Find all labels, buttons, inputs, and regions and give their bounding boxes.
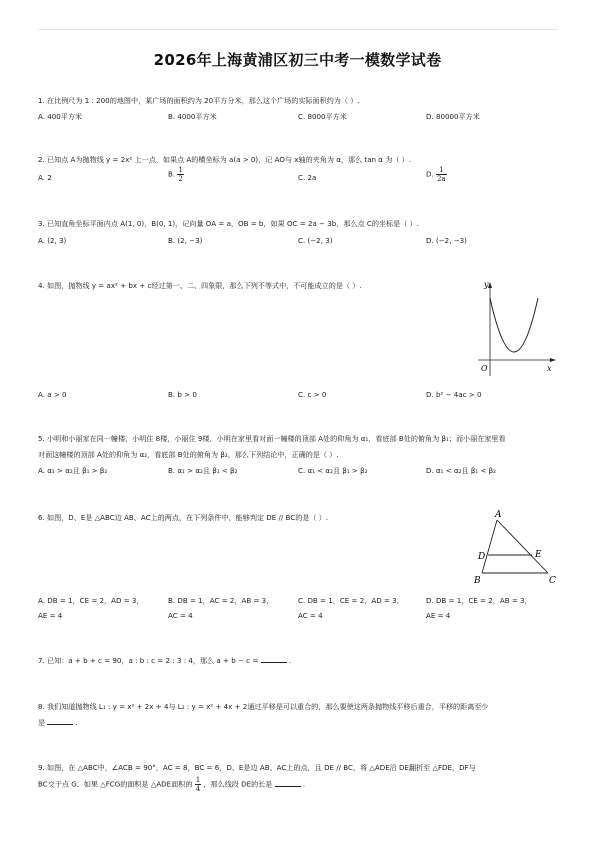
q6-label-b: B — [474, 576, 481, 586]
q1-option-a[interactable]: A. 400平方米 — [38, 112, 83, 121]
question-9-stem-line1: 9. 如图，在 △ABC中，∠ACB = 90°，AC = 8，BC = 6，D、E是边 AB、AC上的点，且 DE // BC，将 △ADE沿 DE翻折至 △FDE，DF与 — [38, 763, 476, 772]
q1-option-d[interactable]: D. 80000平方米 — [426, 112, 480, 121]
q6-side-ac — [497, 520, 548, 573]
q8-answer-blank[interactable] — [47, 717, 73, 725]
q4-y-label: y — [484, 280, 489, 289]
q9-answer-blank[interactable] — [275, 779, 301, 787]
question-8-stem-line1: 8. 我们知道抛物线 L₁ : y = x² + 2x + 4与 L₂ : y = x² + 4x + 2通过平移是可以重合的，那么要使这两条抛物线平移后重合，平移的距离至少 — [38, 702, 489, 711]
q6-label-e: E — [535, 550, 542, 560]
question-7-tail: . — [288, 656, 292, 665]
question-9-line2 — [38, 776, 305, 793]
q6-side-ab — [482, 520, 497, 573]
q7-answer-blank[interactable] — [261, 655, 287, 663]
q4-option-d[interactable]: D. b² − 4ac > 0 — [426, 390, 482, 399]
q4-origin-label: O — [481, 364, 488, 373]
question-4-stem: 4. 如图，抛物线 y = ax² + bx + c经过第一、二、四象限，那么下列不等式中，不可能成立的是（ ）. — [38, 281, 362, 290]
q2-option-c[interactable]: C. 2a — [298, 173, 317, 182]
question-2-stem: 2. 已知点 A为抛物线 y = 2x² 上一点，如果点 A的横坐标为 a(a > 0)，记 AO与 x轴的夹角为 α，那么 tan α 为（ ）. — [38, 155, 412, 164]
q6-option-c[interactable]: C. DB = 1，CE = 2，AD = 3，AC = 4 — [298, 596, 404, 620]
q4-y-arrow — [488, 282, 492, 288]
q4-x-label: x — [547, 364, 552, 373]
q5-option-a[interactable]: A. α₁ > α₂且 β₁ > β₂ — [38, 466, 108, 475]
question-8-tail: . — [75, 718, 78, 727]
question-9-stem-line2-pre: BC交于点 G．如果 △FCG的面积是 △ADE面积的 — [38, 779, 193, 789]
question-7-stem: 7. 已知：a + b + c = 90，a : b : c = 2 : 3 : 4，那么 a + b − c = — [38, 656, 259, 665]
q6-option-a[interactable]: A. DB = 1，CE = 2，AD = 3，AE = 4 — [38, 596, 144, 620]
question-9-stem-line2-post: ，那么线段 DE的长是 — [203, 779, 273, 789]
q4-x-arrow — [550, 358, 556, 362]
q1-option-c[interactable]: C. 8000平方米 — [298, 112, 347, 121]
q3-option-a[interactable]: A. (2, 3) — [38, 236, 67, 245]
q9-fraction: $\frac{1}{4}$ — [195, 776, 201, 793]
q3-option-d[interactable]: D. (−2, −3) — [426, 236, 467, 245]
question-8-line2 — [38, 717, 78, 729]
q5-option-c[interactable]: C. α₁ < α₂且 β₁ > β₂ — [298, 466, 368, 475]
q2-option-b-label: B. — [168, 169, 176, 179]
question-5-stem-line1: 5. 小明和小丽家在同一幢楼，小明住 8楼，小丽住 9楼．小明在家里看对面一幢楼的顶部 A处的仰角为 α₁，看底部 B处的俯角为 β₁；而小丽在家里看 — [38, 434, 506, 443]
q6-triangle-figure — [470, 506, 560, 586]
q4-option-c[interactable]: C. c > 0 — [298, 390, 327, 399]
q4-option-b[interactable]: B. b > 0 — [168, 390, 197, 399]
q4-parabola-curve — [490, 298, 538, 352]
top-rule — [38, 29, 558, 30]
q3-option-c[interactable]: C. (−2, 3) — [298, 236, 333, 245]
q2-option-a[interactable]: A. 2 — [38, 173, 52, 182]
q2-option-d-fraction: $\frac{1}{2a}$ — [436, 166, 446, 183]
q4-parabola-figure — [470, 276, 560, 381]
question-6-stem: 6. 如图，D、E是 △ABC边 AB、AC上的两点，在下列条件中，能够判定 DE // BC的是（ ）. — [38, 513, 329, 522]
q6-label-a: A — [495, 510, 502, 520]
question-1-stem: 1. 在比例尺为 1 : 200的地图中，某广场的面积约为 20平方分米，那么这个广场的实际面积约为（ ）. — [38, 96, 360, 105]
q5-option-d[interactable]: D. α₁ < α₂且 β₁ < β₂ — [426, 466, 497, 475]
q6-label-d: D — [478, 552, 486, 562]
q6-label-c: C — [549, 576, 556, 586]
question-7 — [38, 655, 291, 667]
q3-option-b[interactable]: B. (2, −3) — [168, 236, 203, 245]
q2-option-d[interactable] — [426, 166, 447, 183]
q4-option-a[interactable]: A. a > 0 — [38, 390, 67, 399]
question-8-stem-line2: 是 — [38, 718, 46, 727]
q1-option-b[interactable]: B. 4000平方米 — [168, 112, 217, 121]
q2-option-b-fraction: $\frac{1}{2}$ — [178, 166, 183, 183]
q2-option-b[interactable] — [168, 166, 184, 183]
q6-option-b[interactable]: B. DB = 1，AC = 2，AB = 3，AC = 4 — [168, 596, 274, 620]
question-3-stem: 3. 已知直角坐标平面内点 A(1, 0)，B(0, 1)，记向量 OA = a，OB = b，如果 OC = 2a − 3b，那么点 C的坐标是（ ）. — [38, 219, 419, 228]
q5-option-b[interactable]: B. α₁ > α₂且 β₁ < β₂ — [168, 466, 238, 475]
page-title: 2026年上海黄浦区初三中考一模数学试卷 — [153, 51, 442, 69]
question-9-tail: . — [302, 779, 306, 789]
q2-option-d-label: D. — [426, 169, 434, 179]
question-5-stem-line2: 对面这幢楼的顶部 A处的仰角为 α₂，看底部 B处的俯角为 β₂，那么下列结论中，正确的是（ ）. — [38, 450, 339, 459]
q6-option-d[interactable]: D. DB = 1，CE = 2，AB = 3，AE = 4 — [426, 596, 532, 620]
